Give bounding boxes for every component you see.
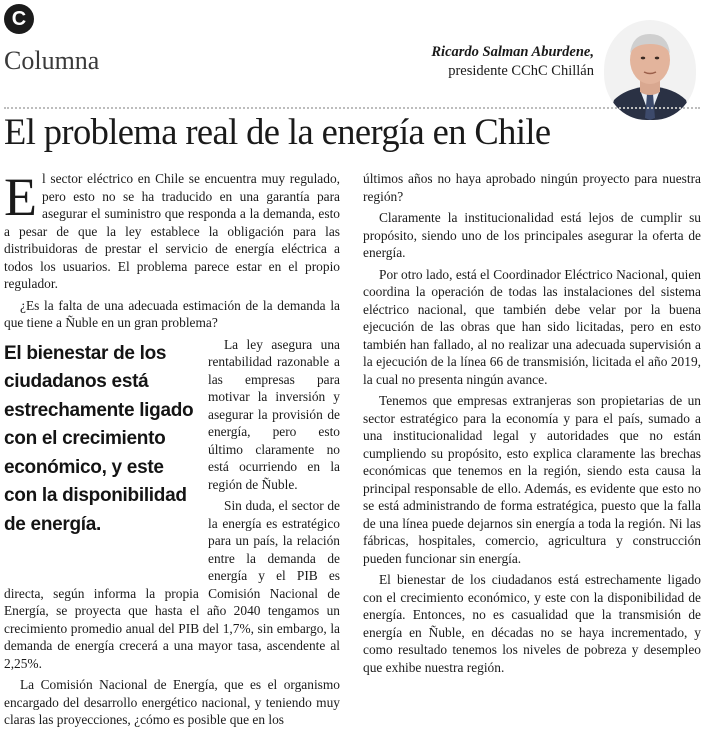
- author-byline: [431, 43, 594, 81]
- pull-quote: El bienestar de los ciudadanos está estrechamente ligado con el crecimiento económico, y este con la disponibilidad de energía.: [4, 342, 194, 535]
- drop-cap: E: [4, 167, 37, 227]
- author-photo: [604, 20, 696, 120]
- paragraph: últimos años no haya aprobado ningún proyecto para nuestra región?: [363, 171, 701, 204]
- paragraph-text: l sector eléctrico en Chile se encuentra muy regulado, pero esto no se ha traducido en una garantía para asegurar el suministro que responda a la demanda, esto a pesar de que la ley establece la obligación para las distribuidoras de prestar el servicio de energía eléctrica a todos los usuarios. El problema parece estar en el propio regulador.: [4, 171, 340, 291]
- paragraph: La Comisión Nacional de Energía, que es el organismo encargado del desarrollo energético nacional, y teniendo muy claras las proyecciones, ¿cómo es posible que en los: [4, 677, 340, 727]
- paragraph: Tenemos que empresas extranjeras son propietarias de un sector estratégico para la economía y para el país, sumado a una institucionalidad legal y autoridades que no están cumpliendo su propósito, esto explica claramente las brechas económicas que tenemos en la región, siendo esta causa la principal responsable de ello. Además, es evidente que esto no se está administrando de forma estratégica, puesto que la falla de una línea puede dejarnos sin energía a toda la región. Ni las fábricas, hospitales, comercio, agricultura y construcción pueden funcionar sin energía.: [363, 393, 701, 566]
- paragraph: Sin duda, el sector de la energía es estratégico para un país, la relación entre la demanda de energía y el PIB es directa, según informa la propia Comisión Nacional de Energía, se proyecta que hasta el año 2040 tengamos un crecimiento promedio anual del PIB del 1,7%, sin embargo, la demanda de energía crecerá a una mayor tasa, ascendente al 2,25%.: [4, 498, 340, 671]
- author-role: presidente CChC Chillán: [448, 63, 594, 79]
- paragraph: El bienestar de los ciudadanos está estrechamente ligado con el crecimiento económico, y este con la disponibilidad de energía. Entonces, no es casualidad que la transmisión de energía en Ñuble, en décadas no se haya incrementado, y como resultado tenemos los niveles de pobreza y desempleo que exhibe nuestra región.: [363, 572, 701, 675]
- author-name: Ricardo Salman Aburdene,: [431, 44, 594, 60]
- paragraph: ¿Es la falta de una adecuada estimación de la demanda la que tiene a Ñuble en un gran problema?: [4, 297, 340, 330]
- article-headline: El problema real de la energía en Chile: [4, 111, 551, 152]
- paragraph: Claramente la institucionalidad está lejos de cumplir su propósito, siendo uno de los principales asegurar la oferta de energía.: [363, 210, 701, 260]
- author-portrait-image: [604, 20, 696, 120]
- section-label: Columna: [4, 46, 100, 75]
- article-column-right: [363, 170, 701, 680]
- header-divider: [4, 107, 700, 109]
- paragraph: La ley asegura una rentabilidad razonable a las empresas para motivar la inversión y asegurar la provisión de energía, pero esto último claramente no está ocurriendo en la región de Ñuble.: [208, 336, 340, 492]
- paragraph: [4, 167, 340, 293]
- section-badge: C: [4, 4, 34, 34]
- paragraph: Por otro lado, está el Coordinador Eléctrico Nacional, quien coordina la operación de todas las instalaciones del sistema eléctrico nacional, que también debe velar por la buena ejecución de las obras que han sido licitadas, pero en esto también han fallado, al no realizar una adecuada supervisión a la ejecución de la línea 66 de transmisión, licitada el año 2019, la cual no presenta ningún avance.: [363, 266, 701, 387]
- article-column-left: [4, 167, 340, 733]
